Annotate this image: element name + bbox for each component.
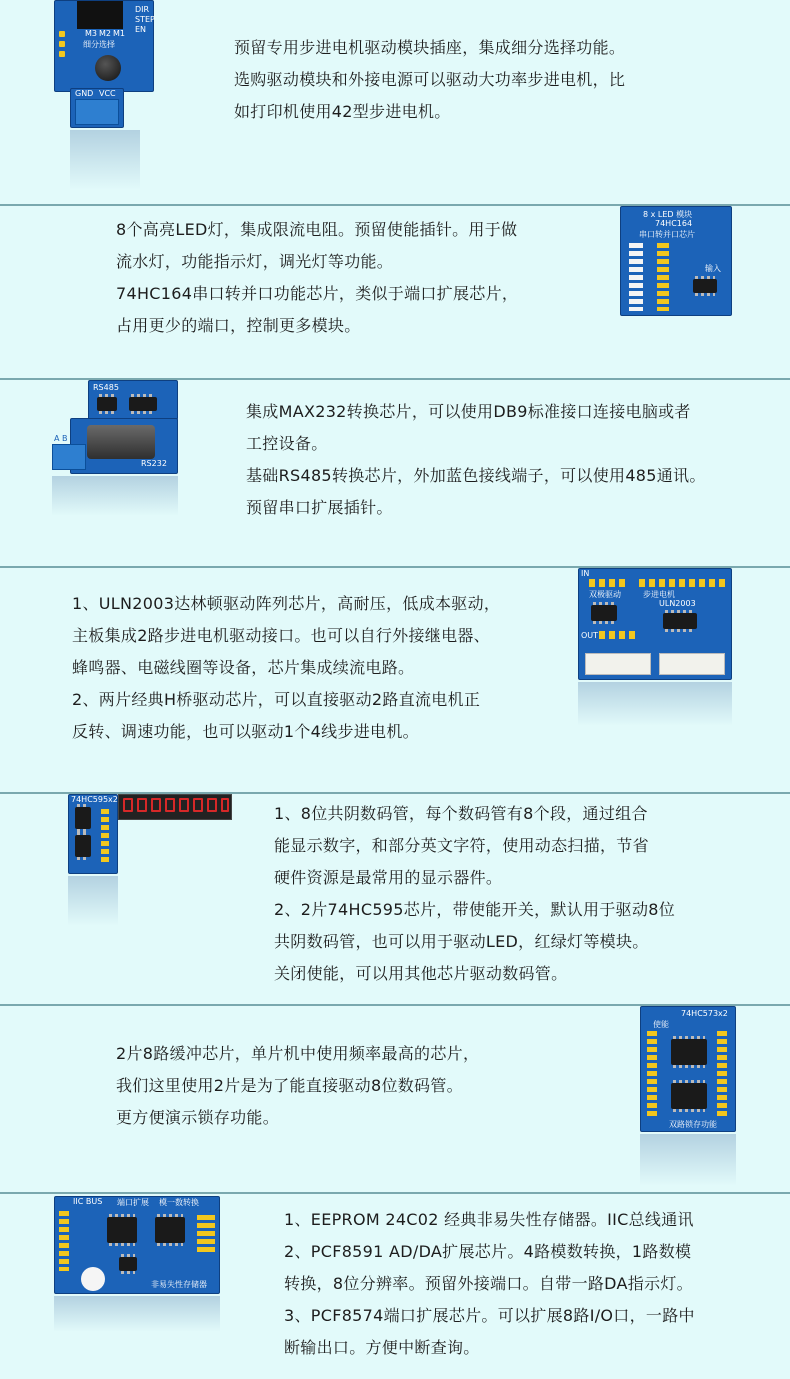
description-line: 关闭使能，可以用其他芯片驱动数码管。 [274, 964, 568, 983]
board-label: GND [75, 89, 94, 98]
description-line: 基础RS485转换芯片，外加蓝色接线端子，可以使用485通讯。 [246, 466, 706, 485]
section-max232-rs485 [0, 380, 790, 566]
description-line: 2、2片74HC595芯片，带使能开关，默认用于驱动8位 [274, 900, 676, 919]
description-line: 转换，8位分辨率。预留外接端口。自带一路DA指示灯。 [284, 1274, 693, 1293]
section-description [284, 1204, 695, 1364]
header-pin [59, 41, 65, 47]
board-label: 双极驱动 [589, 590, 621, 599]
h-bridge-chip [591, 605, 617, 621]
board-label: DIR [135, 5, 150, 14]
board-label: RS485 [93, 383, 119, 392]
header-pin [59, 31, 65, 37]
uln2003-chip [663, 613, 697, 629]
description-line: 2、PCF8591 AD/DA扩展芯片。4路模数转换，1路数模 [284, 1242, 692, 1261]
board-reflection [68, 876, 118, 926]
rs485-terminal-block [52, 444, 86, 470]
description-line: 预留串口扩展插针。 [246, 498, 393, 517]
section-seven-seg [0, 794, 790, 1004]
description-line: 共阴数码管，也可以用于驱动LED，红绿灯等模块。 [274, 932, 649, 951]
description-line: 选购驱动模块和外接电源可以驱动大功率步进电机，比 [234, 70, 626, 89]
description-line: 硬件资源是最常用的显示器件。 [274, 868, 503, 887]
description-line: 1、ULN2003达林顿驱动阵列芯片，高耐压，低成本驱动， [72, 594, 501, 613]
description-line: 如打印机使用42型步进电机。 [234, 102, 451, 121]
description-line: 更方便演示锁存功能。 [116, 1108, 280, 1127]
board-reflection [640, 1134, 736, 1186]
74hc573-chip [671, 1039, 707, 1065]
board-label: RS232 [141, 459, 167, 468]
max232-chip [129, 397, 157, 411]
74hc595-chip [75, 807, 91, 829]
section-description [274, 798, 675, 990]
description-line: 预留专用步进电机驱动模块插座，集成细分选择功能。 [234, 38, 626, 57]
board-label: IN [581, 569, 590, 578]
section-description [116, 1038, 479, 1134]
board-label: STEP [135, 15, 155, 24]
board-label: VCC [99, 89, 116, 98]
board-label: 双路锁存功能 [669, 1120, 717, 1129]
capacitor [95, 55, 121, 81]
board-label: 74HC595x2 [71, 795, 118, 804]
module-socket [77, 1, 123, 29]
board-reflection [52, 476, 178, 516]
board-label: 模一数转换 [159, 1198, 199, 1207]
74hc573-board-image [640, 1006, 736, 1132]
pcf8591-chip [155, 1217, 185, 1243]
board-label: 74HC164 [655, 219, 693, 228]
description-line: 能显示数字，和部分英文字符，使用动态扫描，节省 [274, 836, 649, 855]
board-label: M1 [113, 29, 125, 38]
description-line: 蜂鸣器、电磁线圈等设备，芯片集成续流电路。 [72, 658, 415, 677]
section-eeprom-pcf [0, 1194, 790, 1379]
header-pins [717, 1031, 727, 1117]
terminal-block [75, 99, 119, 125]
led-74hc164-board-image [620, 206, 732, 316]
description-line: 2、两片经典H桥驱动芯片，可以直接驱动2路直流电机正 [72, 690, 481, 709]
board-label: 端口扩展 [117, 1198, 149, 1207]
description-line: 集成MAX232转换芯片，可以使用DB9标准接口连接电脑或者 [246, 402, 691, 421]
seven-segment-display [118, 794, 232, 820]
header-pins [639, 579, 725, 587]
description-line: 8个高亮LED灯，集成限流电阻。预留使能插针。用于做 [116, 220, 518, 239]
stepper-socket-board-image [54, 0, 154, 92]
board-label: EN [135, 25, 147, 34]
description-line: 占用更少的端口，控制更多模块。 [116, 316, 361, 335]
pcf8574-chip [107, 1217, 137, 1243]
board-label: 步进电机 [643, 590, 675, 599]
section-description [234, 32, 625, 128]
max232-rs485-board-image [88, 380, 178, 420]
eeprom-pcf-board-image [54, 1196, 220, 1294]
motor-connector [659, 653, 725, 675]
section-stepper-socket [0, 0, 790, 204]
74hc164-chip [693, 279, 717, 293]
board-label: 输入 [705, 264, 721, 273]
description-line: 我们这里使用2片是为了能直接驱动8位数码管。 [116, 1076, 463, 1095]
board-label: IIC BUS [73, 1197, 103, 1206]
seven-seg-board-image [68, 794, 118, 874]
section-led-74hc164 [0, 206, 790, 378]
74hc595-chip [75, 835, 91, 857]
board-label: ULN2003 [659, 599, 696, 608]
header-pins [59, 1211, 69, 1271]
board-reflection [54, 1296, 220, 1332]
board-label: A B [54, 434, 68, 443]
description-line: 1、EEPROM 24C02 经典非易失性存储器。IIC总线通讯 [284, 1210, 694, 1229]
header-pins [197, 1215, 215, 1255]
board-label: 非易失性存储器 [151, 1280, 207, 1289]
header-pins [599, 631, 639, 639]
terminal-block-board [70, 88, 124, 128]
board-reflection [578, 682, 732, 726]
description-line: 1、8位共阴数码管，每个数码管有8个段，通过组合 [274, 804, 648, 823]
header-pins [647, 1031, 657, 1117]
board-label: 串口转并口芯片 [639, 230, 695, 239]
description-line: 3、PCF8574端口扩展芯片。可以扩展8路I/O口，一路中 [284, 1306, 695, 1325]
board-label: 细分选择 [83, 40, 115, 49]
indicator-led [81, 1267, 105, 1291]
board-label: 使能 [653, 1020, 669, 1029]
section-description [72, 588, 500, 748]
description-line: 2片8路缓冲芯片，单片机中使用频率最高的芯片， [116, 1044, 480, 1063]
board-label: M3 [85, 29, 97, 38]
description-line: 主板集成2路步进电机驱动接口。也可以自行外接继电器、 [72, 626, 490, 645]
description-line: 断输出口。方便中断查询。 [284, 1338, 480, 1357]
board-label: M2 [99, 29, 111, 38]
db9-connector [87, 425, 155, 459]
header-pins [589, 579, 629, 587]
24c02-chip [119, 1257, 137, 1271]
rs485-chip [97, 397, 117, 411]
description-line: 反转、调速功能，也可以驱动1个4线步进电机。 [72, 722, 419, 741]
board-label: 74HC573x2 [681, 1009, 728, 1018]
led-row [629, 243, 643, 311]
description-line: 工控设备。 [246, 434, 328, 453]
74hc573-chip [671, 1083, 707, 1109]
header-pins [101, 809, 109, 863]
board-reflection [70, 130, 140, 190]
db9-board [70, 418, 178, 474]
section-description [246, 396, 706, 524]
header-pin [59, 51, 65, 57]
section-description [116, 214, 518, 342]
board-label: OUT [581, 631, 599, 640]
header-pins [657, 243, 669, 311]
description-line: 74HC164串口转并口功能芯片，类似于端口扩展芯片， [116, 284, 519, 303]
description-line: 流水灯，功能指示灯，调光灯等功能。 [116, 252, 394, 271]
section-74hc573 [0, 1006, 790, 1192]
board-label: 8 x LED 模块 [643, 210, 693, 219]
uln2003-board-image [578, 568, 732, 680]
motor-connector [585, 653, 651, 675]
section-uln2003-hbridge [0, 568, 790, 792]
